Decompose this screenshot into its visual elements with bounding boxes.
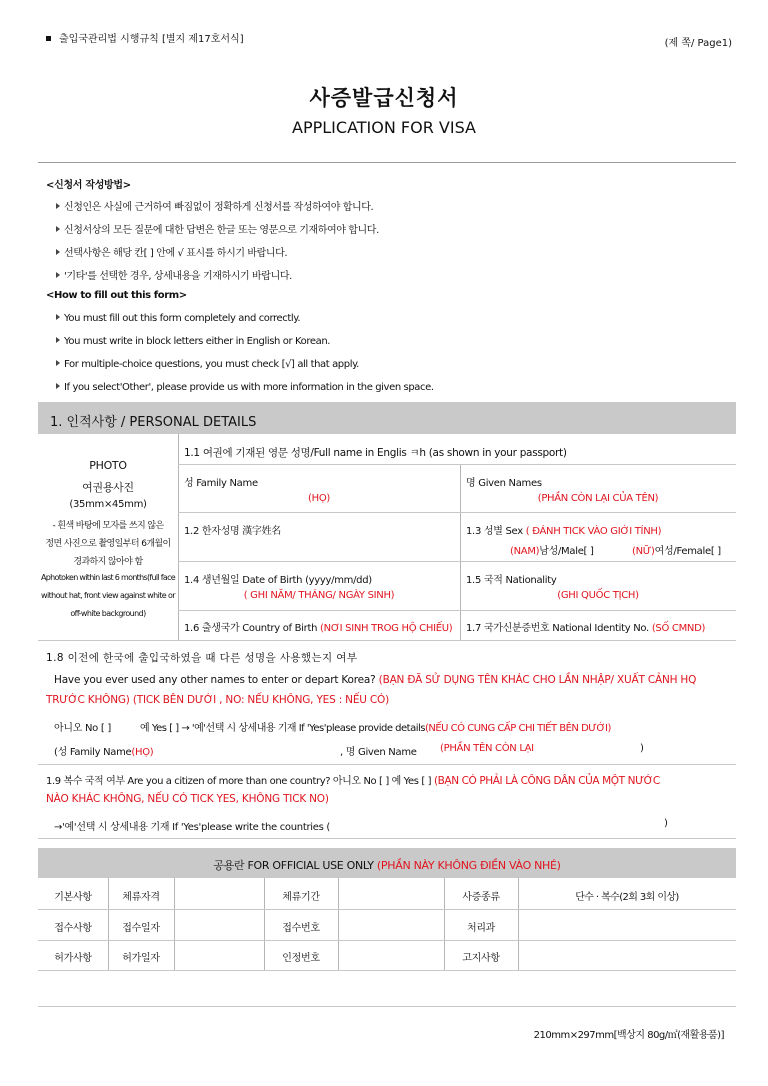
field-1-8-note: TRƯỚC KHÔNG) (TICK BÊN DƯỚI , NO: NẾU KHÔNG, YES : NẾU CÓ) (46, 694, 389, 706)
section1-title: 1. 인적사항 / PERSONAL DETAILS (50, 415, 257, 430)
page-indicator: (제 쪽/ Page1) (664, 38, 732, 49)
official-title: 공용란 FOR OFFICIAL USE ONLY (PHẦN NÀY KHÔNG ĐIỀN VÀO NHÉ) (213, 859, 561, 872)
instruction-ko-3: 선택사항은 해당 칸[ ] 안에 √ 표시를 하시기 바랍니다. (56, 244, 287, 259)
nationality-input[interactable]: (GHI QUỐC TỊCH) (557, 590, 639, 601)
triangle-bullet-icon (56, 337, 60, 343)
given-names-input[interactable]: (PHẦN CÒN LẠI CỦA TÊN) (537, 493, 659, 504)
field-1-8-label: 1.8 이전에 한국에 출입국하였을 때 다른 성명을 사용했는지 여부 (46, 652, 358, 664)
field-1-9-label: 1.9 복수 국적 여부 Are you a citizen of more than one country? 아니오 No [ ] 예 Yes [ ] (BẠN CÓ PHẢI LÀ CÔNG DÂN CỦA MỘT NƯỚC (46, 775, 660, 787)
official-cell: 접수번호 (282, 923, 320, 934)
dob-input[interactable]: ( GHI NĂM/ THÁNG/ NGÀY SINH) (243, 590, 395, 601)
triangle-bullet-icon (56, 249, 60, 255)
instruction-en-2: You must write in block letters either in English or Korean. (56, 336, 330, 347)
official-cell: 허가사항 (54, 953, 92, 964)
photo-size: (35mm×45mm) (69, 499, 147, 510)
photo-note-4: Aphotoken within last 6 months(full face (40, 573, 175, 582)
field-1-9-note: NÀO KHÁC KHÔNG, NẾU CÓ TICK YES, KHÔNG TICK NO) (46, 793, 329, 805)
field-1-7-label: 1.7 국가신분증번호 National Identity No. (SỐ CMND) (466, 623, 706, 634)
title-korean: 사증발급신청서 (309, 86, 459, 110)
male-checkbox[interactable]: (NAM)남성/Male[ ] (510, 546, 594, 557)
instruction-en-1: You must fill out this form completely and correctly. (56, 313, 300, 324)
field-1-1-label: 1.1 여권에 기재된 영문 성명/Full name in Englis ㅋh (as shown in your passport) (184, 447, 567, 459)
female-checkbox[interactable]: (NỮ)여성/Female[ ] (632, 546, 721, 557)
official-cell: 고지사항 (462, 953, 500, 964)
field-1-4-label: 1.4 생년월일 Date of Birth (yyyy/mm/dd) (184, 575, 372, 586)
instruction-en-4: If you select'Other', please provide us with more information in the given space. (56, 382, 434, 393)
triangle-bullet-icon (56, 383, 60, 389)
regulation-header (46, 30, 244, 45)
title-english: APPLICATION FOR VISA (292, 118, 476, 137)
triangle-bullet-icon (56, 203, 60, 209)
instructions-en-heading: <How to fill out this form> (46, 290, 187, 301)
given-names-label: 명 Given Names (466, 478, 542, 489)
instructions-ko-heading: <신청서 작성방법> (46, 180, 131, 191)
photo-note-6: off-white background) (70, 609, 146, 618)
family-name-label: 성 Family Name (184, 478, 258, 489)
triangle-bullet-icon (56, 314, 60, 320)
family-name-input[interactable]: (HỌ) (308, 493, 330, 504)
official-cell: 기본사항 (54, 892, 92, 903)
other-name-close-paren: ) (640, 743, 644, 754)
other-given-name-label: , 명 Given Name (340, 747, 417, 758)
official-cell: 접수사항 (54, 923, 92, 934)
other-family-name-input[interactable]: (HỌ) (131, 747, 154, 758)
field-1-8-question: Have you ever used any other names to enter or depart Korea? (BẠN ĐÃ SỬ DỤNG TÊN KHÁC CHO LẦN NHẬP/ XUẤT CẢNH HQ (54, 674, 697, 686)
square-bullet-icon (46, 36, 51, 41)
triangle-bullet-icon (56, 272, 60, 278)
field-1-3-label: 1.3 성별 Sex ( ĐÁNH TICK VÀO GIỚI TÍNH) (466, 526, 662, 537)
countries-input[interactable]: →'예'선택 시 상세내용 기재 If 'Yes'please write the countries ( (54, 822, 330, 833)
official-cell: 접수일자 (122, 923, 160, 934)
national-id-input[interactable]: (SỐ CMND) (651, 623, 706, 634)
regulation-text: 출입국관리법 시행규칙 [별지 제17호서식] (59, 34, 244, 45)
official-cell: 허가일자 (122, 953, 160, 964)
photo-label: PHOTO (89, 459, 127, 472)
instruction-en-3: For multiple-choice questions, you must check [√] all that apply. (56, 359, 359, 370)
official-cell: 단수 · 복수(2회 3회 이상) (575, 892, 679, 903)
photo-note-2: 정면 사진으로 촬영일부터 6개월이 (45, 539, 171, 549)
official-cell: 인정번호 (282, 953, 320, 964)
field-1-2-label: 1.2 한자성명 漢字姓名 (184, 526, 282, 537)
countries-close-paren: ) (664, 818, 668, 829)
official-cell: 체류자격 (122, 892, 160, 903)
official-cell: 처리과 (466, 923, 496, 934)
instruction-ko-4: '기타'를 선택한 경우, 상세내용을 기재하시기 바랍니다. (56, 267, 292, 282)
photo-note-5: without hat, front view against white or (41, 591, 175, 600)
photo-label-ko: 여권용사진 (82, 481, 134, 494)
instruction-ko-2: 신청서상의 모든 질문에 대한 답변은 한글 또는 영문으로 기재하여야 합니다. (56, 221, 379, 236)
photo-note-3: 경과하지 않아야 함 (73, 557, 143, 567)
instruction-ko-1: 신청인은 사실에 근거하여 빠짐없이 정확하게 신청서를 작성하여야 합니다. (56, 198, 373, 213)
paper-spec-footer: 210mm×297mm[백상지 80g/㎡(재활용품)] (533, 1030, 724, 1041)
other-name-no-checkbox[interactable]: 아니오 No [ ] (54, 723, 111, 734)
field-1-6-label: 1.6 출생국가 Country of Birth (NƠI SINH TROG HỘ CHIẾU) (184, 623, 453, 634)
field-1-5-label: 1.5 국적 Nationality (466, 575, 557, 586)
official-cell: 체류기간 (282, 892, 320, 903)
other-given-name-input[interactable]: (PHẦN TÊN CÒN LẠI (440, 743, 534, 754)
triangle-bullet-icon (56, 226, 60, 232)
official-cell: 사증종류 (462, 892, 500, 903)
triangle-bullet-icon (56, 360, 60, 366)
country-of-birth-input[interactable]: (NƠI SINH TROG HỘ CHIẾU) (320, 623, 453, 634)
photo-note-1: - 흰색 바탕에 모자를 쓰지 않은 (52, 521, 164, 531)
other-name-yes-checkbox[interactable]: 예 Yes [ ] → '예'선택 시 상세내용 기재 If 'Yes'please provide details(NẾU CÓ CUNG CẤP CHI TIẾT BÊN DƯỚI) (140, 723, 611, 734)
other-family-name-label: (성 Family Name(HỌ) (54, 747, 154, 758)
